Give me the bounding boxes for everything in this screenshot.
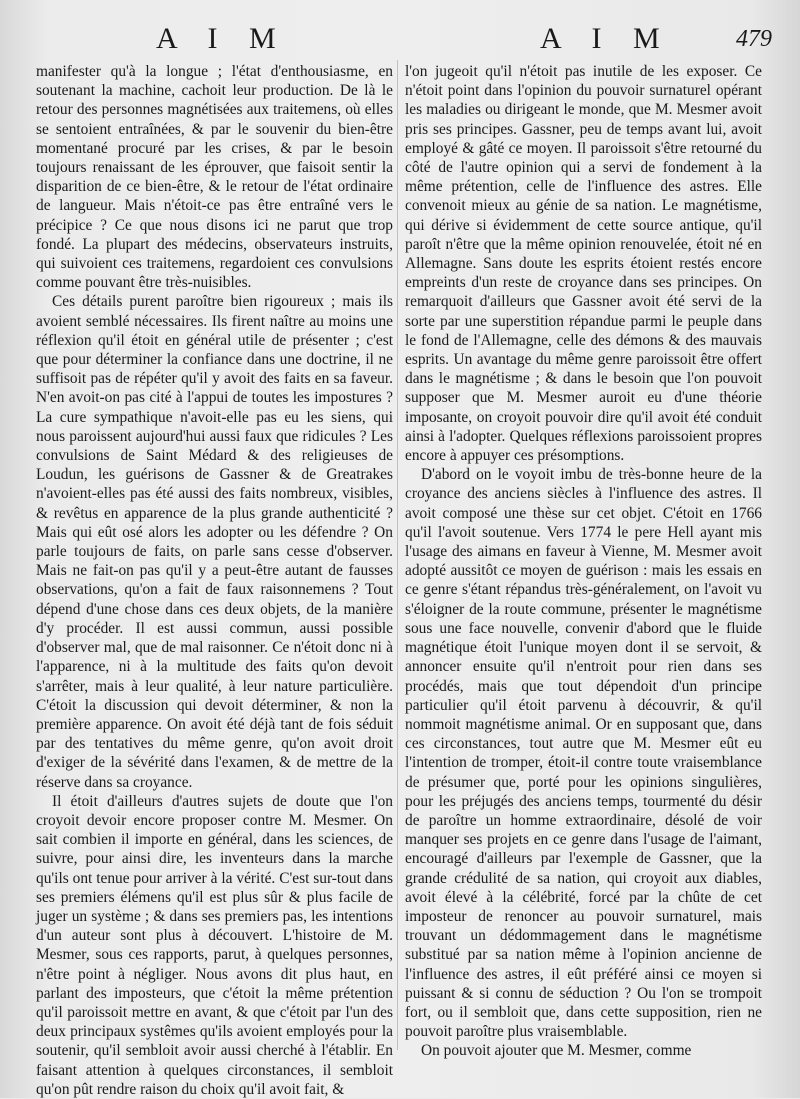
paragraph: manifester qu'à la longue ; l'état d'enthousiasme, en soutenant la machine, cachoit leur production. De là le retour des personnes magnétisées aux traitemens, où elles se sentoient entraînées, & par le souvenir du bien-être momentané procuré par les crises, & par le besoin toujours renaissant de les éprouver, que faisoit sentir la disparition de ce bien-être, & le retour de l'état ordinaire de langueur. Mais n'étoit-ce pas être entraîné vers le précipice ? Ce que nous disons ici ne parut que trop fondé. La plupart des médecins, observateurs instruits, qui suivoient ces traitemens, regardoient ces convulsions comme pouvant être très-nuisibles. [36,63,393,292]
paragraph: Ces détails purent paroître bien rigoureux ; mais ils avoient semblé nécessaires. Ils firent naître au moins une réflexion qu'il étoit en général utile de présenter ; c'est que pour déterminer la confiance dans une doctrine, il ne suffisoit pas de répéter qu'il y avoit des faits en sa faveur. N'en avoit-on pas cité à l'appui de toutes les impostures ? La cure sympathique n'avoit-elle pas eu les siens, qui nous paroissent aujourd'hui aussi faux que ridicules ? Les convulsions de Saint Médard & des religieuses de Loudun, les guérisons de Gassner & de Greatrakes n'avoient-elles pas été aussi des faits nombreux, visibles, & revêtus en apparence de la plus grande authenticité ? Mais qui eût osé alors les adopter ou les défendre ? On parle toujours de faits, on parle sans cesse d'observer. Mais ne fait-on pas qu'il y a peut-être autant de fausses observations, qu'on a fait de faux raisonnemens ? Tout dépend d'une chose dans ces deux objets, de la manière d'y procéder. Il est aussi commun, aussi possible d'observer mal, que de mal raisonner. Ce n'étoit donc ni à l'apparence, ni à la multitude des faits qu'on devoit s'arrêter, mais à leur qualité, à leur nature particulière. C'étoit la discussion qui devoit déterminer, & non la première apparence. On avoit été déjà tant de fois séduit par des tentatives du même genre, qu'on avoit droit d'exiger de la sévérité dans l'examen, & de mettre de la réserve dans sa croyance. [36,293,393,791]
paragraph: D'abord on le voyoit imbu de très-bonne heure de la croyance des anciens siècles à l'influence des astres. Il avoit composé une thèse sur cet objet. C'étoit en 1766 qu'il l'avoit soutenue. Vers 1774 le pere Hell ayant mis l'usage des aimans en faveur à Vienne, M. Mesmer avoit adopté aussitôt ce moyen de guérison : mais les essais en ce genre s'étant répandus très-généralement, on l'avoit vu s'éloigner de la route commune, présenter le magnétisme sous une face nouvelle, convenir d'abord que le fluide magnétique étoit l'unique moyen dont il se servoit, & annoncer ensuite qu'il n'entroit pour rien dans ses procédés, mais que tout dépendoit d'un principe particulier qu'il étoit parvenu à découvrir, & qu'il nommoit magnétisme animal. Or en supposant que, dans ces circonstances, tout autre que M. Mesmer eût eu l'intention de tromper, étoit-il contre toute vraisemblance de présumer que, porté pour les opinions singulières, pour les préjugés des anciens temps, tourmenté du désir de paroître un homme extraordinaire, désolé de voir manquer ses projets en ce genre dans l'usage de l'aimant, encouragé d'ailleurs par l'exemple de Gassner, que la grande crédulité de sa nation, qui croyoit aux diables, avoit élevé à la célébrité, forcé par la chûte de cet imposteur de renoncer au pouvoir surnaturel, mais trouvant un dédommagement dans le magnétisme substitué par sa nation même à l'opinion ancienne de l'influence des astres, il eût préféré ainsi ce moyen si puissant & si connu de séduction ? Ou l'on se trompoit fort, ou il sembloit que, dans cette supposition, rien ne pouvoit paroître plus vraisemblable. [405,466,762,1041]
paragraph: l'on jugeoit qu'il n'étoit pas inutile de les exposer. Ce n'étoit point dans l'opinion du pouvoir surnaturel opérant les maladies ou dirigeant le monde, que M. Mesmer avoit pris ses principes. Gassner, peu de temps avant lui, avoit employé & gâté ce moyen. Il paroissoit s'être retourné du côté de l'autre opinion qui a servi de fondement à la même prétention, celle de l'influence des astres. Elle convenoit mieux au génie de sa nation. Le magnétisme, qui dérive si évidemment de cette source antique, qu'il paroît n'être que la même opinion renouvelée, étoit né en Allemagne. Sans doute les esprits étoient restés encore empreints d'un reste de croyance dans ses principes. On remarquoit d'ailleurs que Gassner avoit été servi de la sorte par une superstition répandue parmi le peuple dans le fond de l'Allemagne, celle des démons & des mauvais esprits. Un avantage du même genre paroissoit être offert dans le magnétisme ; & dans le besoin que l'on pouvoit supposer que M. Mesmer auroit eu d'une théorie imposante, on croyoit pouvoir dire qu'il avoit été conduit ainsi à l'adopter. Quelques réflexions paroissoient propres encore à appuyer ces présomptions. [405,63,762,465]
page-header [0,22,800,62]
running-head-left: A I M [156,22,288,55]
running-head-right: A I M [540,22,672,55]
paragraph: On pouvoit ajouter que M. Mesmer, comme [421,1042,692,1060]
right-column [405,62,762,1061]
paragraph: Il étoit d'ailleurs d'autres sujets de doute que l'on croyoit devoir encore proposer contre M. Mesmer. On sait combien il importe en général, dans les sciences, de suivre, pour ainsi dire, les inventeurs dans la marche qu'ils ont tenue pour arriver à la vérité. C'est sur-tout dans ses premiers élémens qu'il est plus sûr & plus facile de juger un système ; & dans ses premiers pas, les intentions d'un auteur sont plus à découvert. L'histoire de M. Mesmer, sous ces rapports, parut, à quelques personnes, n'être point à négliger. Nous avons dit plus haut, en parlant des imposteurs, que c'étoit la même prétention qu'il paroissoit mettre en avant, & que c'étoit par l'un des deux principaux systêmes qu'ils avoient employés pour la soutenir, qu'il sembloit avoir aussi cherché à l'établir. En faisant attention à quelques circonstances, il sembloit qu'on pût rendre raison du choix qu'il avoit fait, & [36,792,393,1098]
page-number: 479 [736,26,772,52]
column-divider [397,60,398,1050]
left-column [36,62,393,1099]
